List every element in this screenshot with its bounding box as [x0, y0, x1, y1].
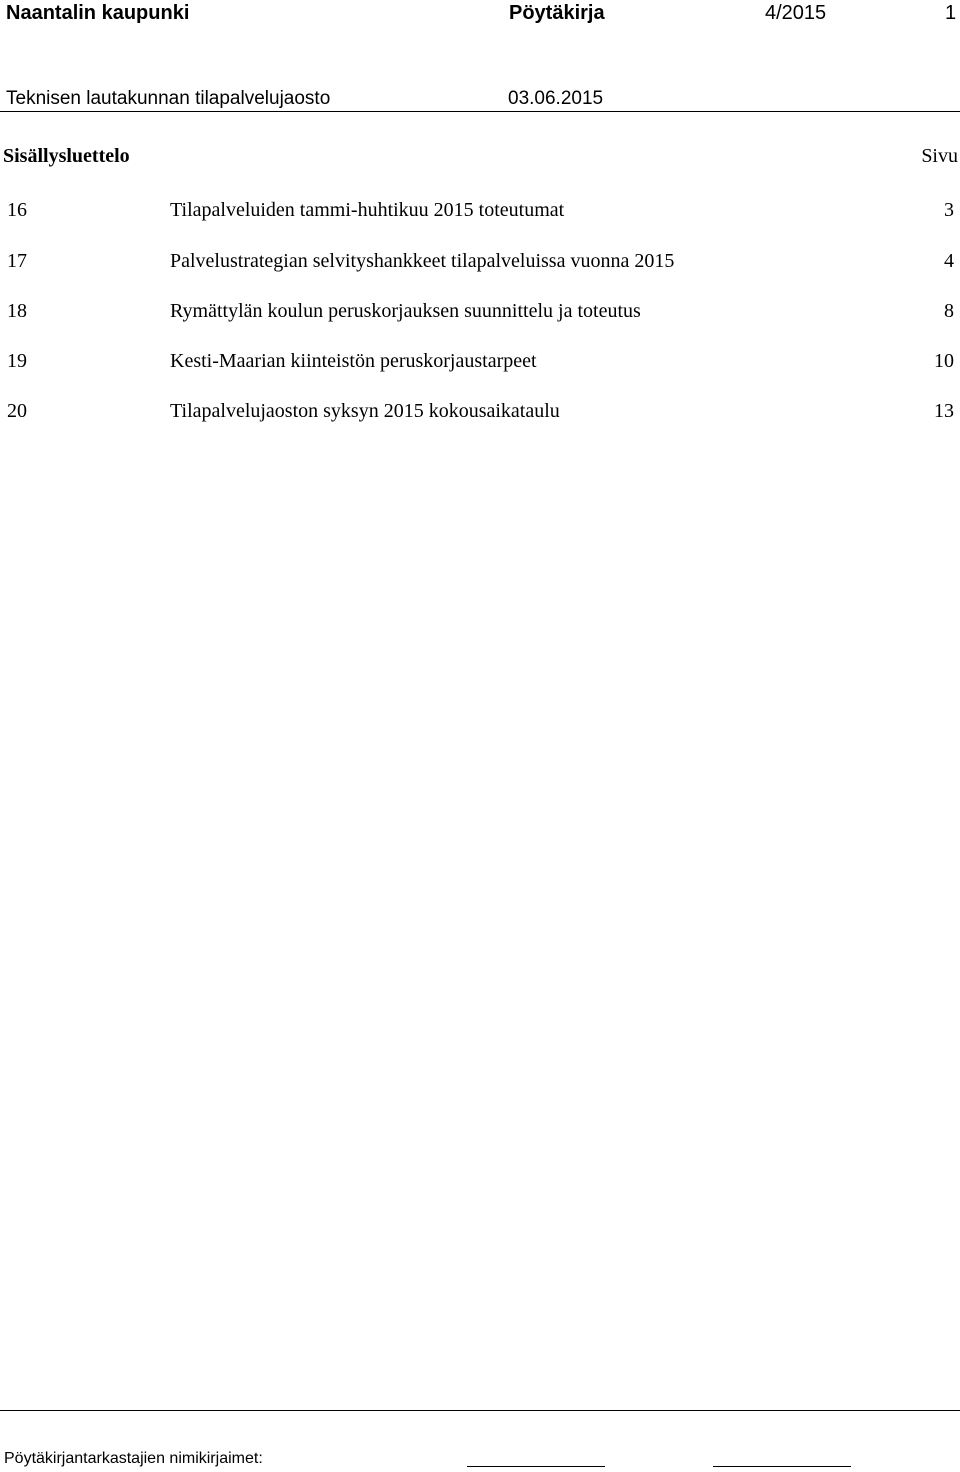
signature-label: Pöytäkirjantarkastajien nimikirjaimet: — [4, 1450, 263, 1467]
signature-line — [467, 1466, 605, 1467]
toc-item — [0, 197, 960, 223]
footer-divider — [0, 1410, 960, 1411]
toc-item-page: 4 — [944, 250, 954, 272]
toc-item-number: 16 — [7, 199, 27, 221]
meeting-date: 03.06.2015 — [508, 88, 604, 109]
toc-item-title: Tilapalvelujaoston syksyn 2015 kokousaikataulu — [170, 400, 560, 422]
toc-item-number: 19 — [7, 350, 27, 372]
toc-item — [0, 398, 960, 424]
toc-item-title: Kesti-Maarian kiinteistön peruskorjaustarpeet — [170, 350, 537, 372]
toc-item-page: 8 — [944, 300, 954, 322]
toc-item — [0, 248, 960, 274]
toc-item — [0, 298, 960, 324]
toc-item — [0, 348, 960, 374]
toc-item-title: Rymättylän koulun peruskorjauksen suunnittelu ja toteutus — [170, 300, 641, 322]
document-number: 4/2015 — [765, 2, 827, 24]
toc-item-page: 3 — [944, 199, 954, 221]
organization-name: Naantalin kaupunki — [6, 2, 190, 24]
signature-line — [713, 1466, 851, 1467]
header-divider — [0, 111, 960, 112]
document-type: Pöytäkirja — [509, 2, 605, 24]
page-number: 1 — [945, 2, 957, 24]
toc-item-title: Tilapalveluiden tammi-huhtikuu 2015 toteutumat — [170, 199, 565, 221]
toc-page-column-label: Sivu — [921, 145, 958, 167]
department-name: Teknisen lautakunnan tilapalvelujaosto — [6, 88, 331, 109]
toc-item-number: 18 — [7, 300, 27, 322]
toc-item-page: 13 — [934, 400, 954, 422]
toc-item-number: 17 — [7, 250, 27, 272]
toc-item-title: Palvelustrategian selvityshankkeet tilapalveluissa vuonna 2015 — [170, 250, 675, 272]
toc-item-number: 20 — [7, 400, 27, 422]
toc-title: Sisällysluettelo — [3, 145, 130, 167]
toc-item-page: 10 — [934, 350, 954, 372]
